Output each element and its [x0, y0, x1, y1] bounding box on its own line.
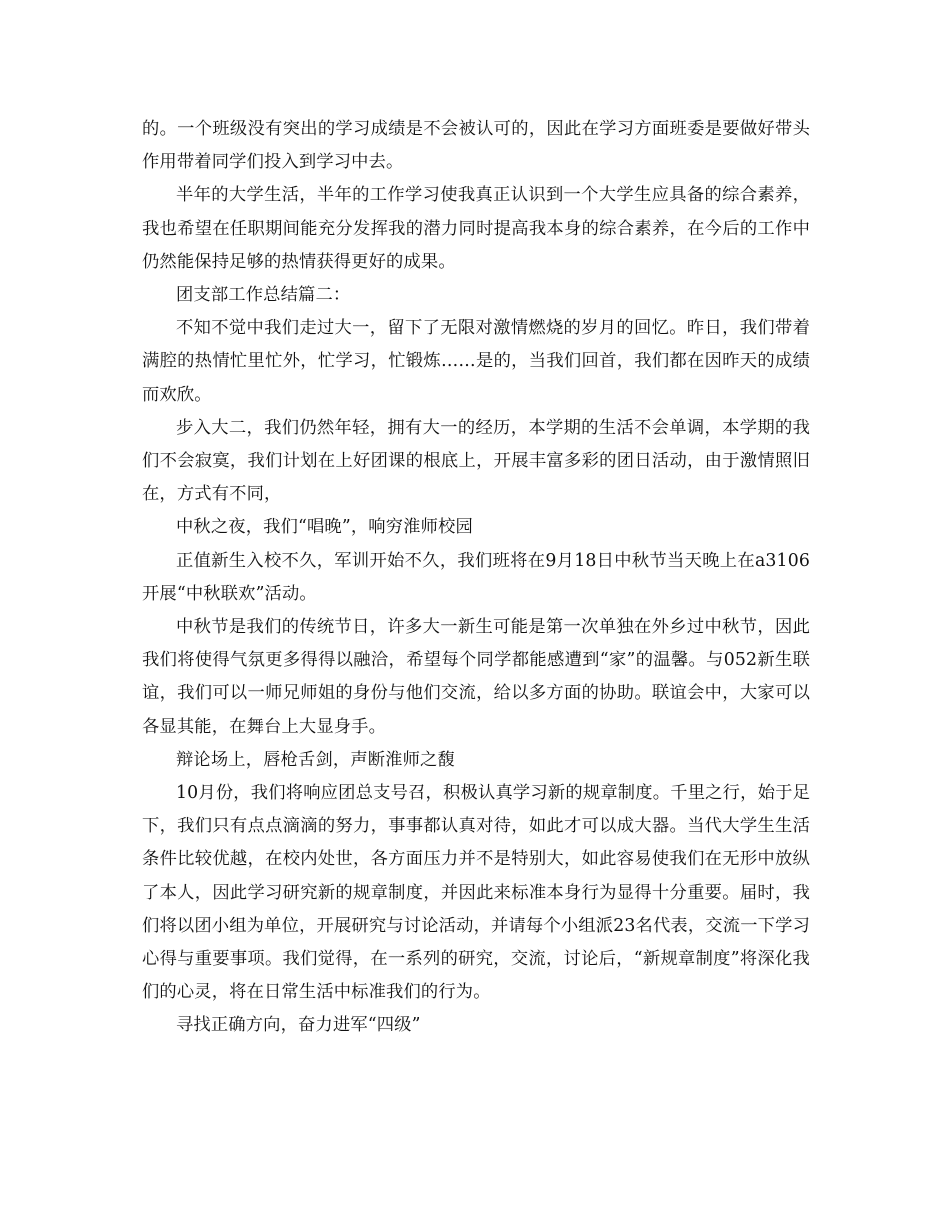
paragraph-sophomore-plan: 步入大二，我们仍然年轻，拥有大一的经历，本学期的生活不会单调，本学期的我们不会寂寞，我们计划在上好团课的根底上，开展丰富多彩的团日活动，由于激情照旧在，方式有不同，	[142, 417, 810, 505]
subheading-mid-autumn: 中秋之夜，我们“唱晚”，响穷淮师校园	[176, 517, 473, 538]
paragraph-continuation: 的。一个班级没有突出的学习成绩是不会被认可的，因此在学习方面班委是要做好带头作用带着同学们投入到学习中去。	[142, 119, 810, 173]
paragraph-mid-autumn-event: 正值新生入校不久，军训开始不久，我们班将在9月18日中秋节当天晚上在a3106开展“中秋联欢”活动。	[142, 550, 810, 604]
subheading-debate: 辩论场上，唇枪舌剑，声断淮师之馥	[176, 749, 455, 770]
paragraph-freshman-year: 不知不觉中我们走过大一，留下了无限对激情燃烧的岁月的回忆。昨日，我们带着满腔的热情忙里忙外，忙学习，忙锻炼……是的，当我们回首，我们都在因昨天的成绩而欢欣。	[142, 318, 810, 405]
paragraph-regulations-study: 10月份，我们将响应团总支号召，积极认真学习新的规章制度。千里之行，始于足下，我们只有点点滴滴的努力，事事都认真对待，如此才可以成大器。当代大学生生活条件比较优越，在校内处世，各方面压力并不是特别大，如此容易使我们在无形中放纵了本人，因此学习研究新的规章制度，并因此来标准本身行为显得十分重要。届时，我们将以团小组为单位，开展研究与讨论活动，并请每个小组派23名代表，交流一下学习心得与重要事项。我们觉得，在一系列的研究，交流，讨论后，“新规章制度”将深化我们的心灵，将在日常生活中标准我们的行为。	[142, 783, 810, 1003]
subheading-cet4: 寻找正确方向，奋力进军“四级”	[176, 1015, 421, 1036]
section-heading-part-two: 团支部工作总结篇二：	[176, 285, 351, 306]
paragraph-reflection: 半年的大学生活，半年的工作学习使我真正认识到一个大学生应具备的综合素养，我也希望在任职期间能充分发挥我的潜力同时提高我本身的综合素养，在今后的工作中仍然能保持足够的热情获得更好的成果。	[142, 185, 810, 272]
paragraph-mid-autumn-details: 中秋节是我们的传统节日，许多大一新生可能是第一次单独在外乡过中秋节，因此我们将使得气氛更多得得以融洽，希望每个同学都能感遭到“家”的温馨。与052新生联谊，我们可以一师兄师姐的身份与他们交流，给以多方面的协助。联谊会中，大家可以各显其能，在舞台上大显身手。	[142, 617, 810, 737]
document-page	[142, 113, 810, 1043]
